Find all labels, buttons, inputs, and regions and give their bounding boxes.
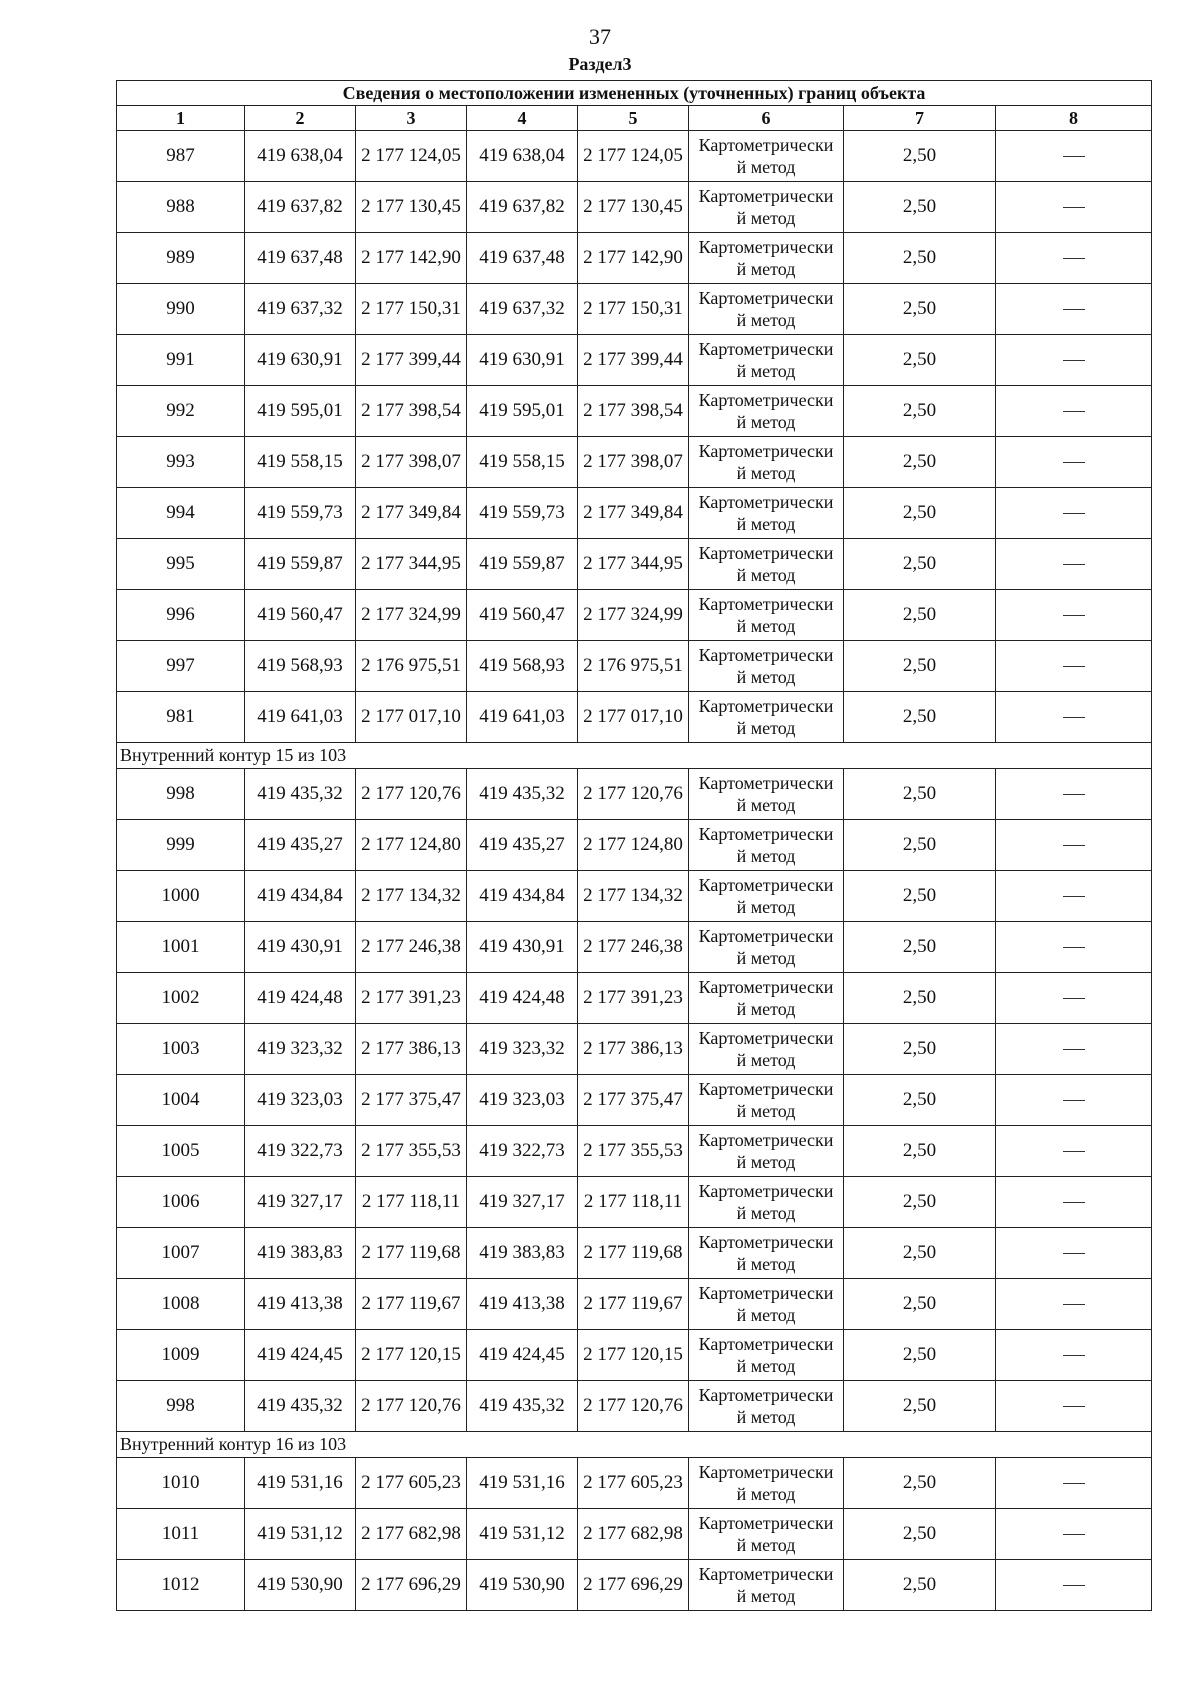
x-new-cell: 419 435,32 bbox=[467, 1381, 578, 1432]
x-old-cell: 419 559,73 bbox=[245, 488, 356, 539]
y-new-cell: 2 177 324,99 bbox=[578, 590, 689, 641]
x-old-cell: 419 568,93 bbox=[245, 641, 356, 692]
table-row bbox=[117, 131, 1152, 182]
point-number-cell: 1006 bbox=[117, 1177, 245, 1228]
dash-mark bbox=[1063, 666, 1085, 667]
y-old-cell: 2 177 386,13 bbox=[356, 1024, 467, 1075]
x-old-cell: 419 637,32 bbox=[245, 284, 356, 335]
x-old-cell: 419 531,12 bbox=[245, 1509, 356, 1560]
description-cell bbox=[996, 233, 1152, 284]
x-old-cell: 419 323,03 bbox=[245, 1075, 356, 1126]
y-old-cell: 2 177 017,10 bbox=[356, 692, 467, 743]
y-old-cell: 2 177 355,53 bbox=[356, 1126, 467, 1177]
method-cell: Картометрически й метод bbox=[689, 590, 844, 641]
accuracy-cell: 2,50 bbox=[844, 1509, 996, 1560]
point-number-cell: 1004 bbox=[117, 1075, 245, 1126]
description-cell bbox=[996, 769, 1152, 820]
y-new-cell: 2 177 124,05 bbox=[578, 131, 689, 182]
method-cell: Картометрически й метод bbox=[689, 1381, 844, 1432]
y-new-cell: 2 177 119,67 bbox=[578, 1279, 689, 1330]
method-cell: Картометрически й метод bbox=[689, 769, 844, 820]
point-number-cell: 994 bbox=[117, 488, 245, 539]
table-row bbox=[117, 1279, 1152, 1330]
x-new-cell: 419 430,91 bbox=[467, 922, 578, 973]
description-cell bbox=[996, 539, 1152, 590]
table-row bbox=[117, 1509, 1152, 1560]
method-cell: Картометрически й метод bbox=[689, 1024, 844, 1075]
method-cell: Картометрически й метод bbox=[689, 1458, 844, 1509]
y-old-cell: 2 177 119,67 bbox=[356, 1279, 467, 1330]
y-new-cell: 2 177 355,53 bbox=[578, 1126, 689, 1177]
description-cell bbox=[996, 182, 1152, 233]
method-cell: Картометрически й метод bbox=[689, 973, 844, 1024]
x-old-cell: 419 558,15 bbox=[245, 437, 356, 488]
point-number-cell: 992 bbox=[117, 386, 245, 437]
description-cell bbox=[996, 1024, 1152, 1075]
y-new-cell: 2 177 120,76 bbox=[578, 769, 689, 820]
method-cell: Картометрически й метод bbox=[689, 539, 844, 590]
point-number-cell: 1011 bbox=[117, 1509, 245, 1560]
description-cell bbox=[996, 590, 1152, 641]
table-row bbox=[117, 233, 1152, 284]
x-new-cell: 419 558,15 bbox=[467, 437, 578, 488]
dash-mark bbox=[1063, 1253, 1085, 1254]
y-new-cell: 2 177 344,95 bbox=[578, 539, 689, 590]
x-old-cell: 419 383,83 bbox=[245, 1228, 356, 1279]
dash-mark bbox=[1063, 309, 1085, 310]
accuracy-cell: 2,50 bbox=[844, 769, 996, 820]
x-old-cell: 419 327,17 bbox=[245, 1177, 356, 1228]
y-new-cell: 2 177 375,47 bbox=[578, 1075, 689, 1126]
point-number-cell: 1012 bbox=[117, 1560, 245, 1611]
y-old-cell: 2 177 398,07 bbox=[356, 437, 467, 488]
dash-mark bbox=[1063, 1049, 1085, 1050]
dash-mark bbox=[1063, 794, 1085, 795]
accuracy-cell: 2,50 bbox=[844, 284, 996, 335]
method-cell: Картометрически й метод bbox=[689, 233, 844, 284]
x-new-cell: 419 637,32 bbox=[467, 284, 578, 335]
column-number: 2 bbox=[245, 106, 356, 131]
y-old-cell: 2 177 391,23 bbox=[356, 973, 467, 1024]
x-old-cell: 419 637,48 bbox=[245, 233, 356, 284]
y-new-cell: 2 177 391,23 bbox=[578, 973, 689, 1024]
table-row bbox=[117, 437, 1152, 488]
point-number-cell: 996 bbox=[117, 590, 245, 641]
description-cell bbox=[996, 1075, 1152, 1126]
y-new-cell: 2 177 118,11 bbox=[578, 1177, 689, 1228]
point-number-cell: 1005 bbox=[117, 1126, 245, 1177]
y-old-cell: 2 177 120,76 bbox=[356, 1381, 467, 1432]
method-cell: Картометрически й метод bbox=[689, 1126, 844, 1177]
accuracy-cell: 2,50 bbox=[844, 437, 996, 488]
method-cell: Картометрически й метод bbox=[689, 1228, 844, 1279]
y-new-cell: 2 177 120,76 bbox=[578, 1381, 689, 1432]
x-old-cell: 419 559,87 bbox=[245, 539, 356, 590]
contour-header-row bbox=[117, 743, 1152, 769]
description-cell bbox=[996, 820, 1152, 871]
accuracy-cell: 2,50 bbox=[844, 386, 996, 437]
x-new-cell: 419 435,27 bbox=[467, 820, 578, 871]
x-new-cell: 419 641,03 bbox=[467, 692, 578, 743]
x-new-cell: 419 568,93 bbox=[467, 641, 578, 692]
column-number: 8 bbox=[996, 106, 1152, 131]
point-number-cell: 981 bbox=[117, 692, 245, 743]
point-number-cell: 998 bbox=[117, 769, 245, 820]
method-cell: Картометрически й метод bbox=[689, 1509, 844, 1560]
x-new-cell: 419 424,45 bbox=[467, 1330, 578, 1381]
dash-mark bbox=[1063, 615, 1085, 616]
y-new-cell: 2 177 017,10 bbox=[578, 692, 689, 743]
x-old-cell: 419 630,91 bbox=[245, 335, 356, 386]
x-old-cell: 419 531,16 bbox=[245, 1458, 356, 1509]
x-new-cell: 419 322,73 bbox=[467, 1126, 578, 1177]
contour-header-row bbox=[117, 1432, 1152, 1458]
method-cell: Картометрически й метод bbox=[689, 131, 844, 182]
table-row bbox=[117, 1228, 1152, 1279]
x-new-cell: 419 531,16 bbox=[467, 1458, 578, 1509]
description-cell bbox=[996, 922, 1152, 973]
point-number-cell: 990 bbox=[117, 284, 245, 335]
x-old-cell: 419 424,48 bbox=[245, 973, 356, 1024]
y-new-cell: 2 177 134,32 bbox=[578, 871, 689, 922]
accuracy-cell: 2,50 bbox=[844, 973, 996, 1024]
y-new-cell: 2 177 142,90 bbox=[578, 233, 689, 284]
table-row bbox=[117, 973, 1152, 1024]
accuracy-cell: 2,50 bbox=[844, 335, 996, 386]
y-new-cell: 2 177 120,15 bbox=[578, 1330, 689, 1381]
method-cell: Картометрически й метод bbox=[689, 641, 844, 692]
y-old-cell: 2 177 398,54 bbox=[356, 386, 467, 437]
table-row bbox=[117, 539, 1152, 590]
accuracy-cell: 2,50 bbox=[844, 1279, 996, 1330]
accuracy-cell: 2,50 bbox=[844, 1381, 996, 1432]
x-old-cell: 419 430,91 bbox=[245, 922, 356, 973]
y-old-cell: 2 177 324,99 bbox=[356, 590, 467, 641]
x-new-cell: 419 530,90 bbox=[467, 1560, 578, 1611]
dash-mark bbox=[1063, 564, 1085, 565]
table-row bbox=[117, 871, 1152, 922]
table-row bbox=[117, 922, 1152, 973]
y-old-cell: 2 177 349,84 bbox=[356, 488, 467, 539]
description-cell bbox=[996, 1509, 1152, 1560]
method-cell: Картометрически й метод bbox=[689, 922, 844, 973]
dash-mark bbox=[1063, 1202, 1085, 1203]
method-cell: Картометрически й метод bbox=[689, 488, 844, 539]
method-cell: Картометрически й метод bbox=[689, 1279, 844, 1330]
y-old-cell: 2 177 134,32 bbox=[356, 871, 467, 922]
table-row bbox=[117, 1177, 1152, 1228]
description-cell bbox=[996, 973, 1152, 1024]
accuracy-cell: 2,50 bbox=[844, 922, 996, 973]
table-row bbox=[117, 641, 1152, 692]
dash-mark bbox=[1063, 1304, 1085, 1305]
point-number-cell: 1000 bbox=[117, 871, 245, 922]
column-number: 1 bbox=[117, 106, 245, 131]
column-number: 6 bbox=[689, 106, 844, 131]
y-old-cell: 2 177 124,05 bbox=[356, 131, 467, 182]
accuracy-cell: 2,50 bbox=[844, 1126, 996, 1177]
column-number: 3 bbox=[356, 106, 467, 131]
point-number-cell: 989 bbox=[117, 233, 245, 284]
point-number-cell: 998 bbox=[117, 1381, 245, 1432]
x-old-cell: 419 434,84 bbox=[245, 871, 356, 922]
method-cell: Картометрически й метод bbox=[689, 335, 844, 386]
accuracy-cell: 2,50 bbox=[844, 1075, 996, 1126]
y-old-cell: 2 177 130,45 bbox=[356, 182, 467, 233]
y-new-cell: 2 177 349,84 bbox=[578, 488, 689, 539]
method-cell: Картометрически й метод bbox=[689, 820, 844, 871]
accuracy-cell: 2,50 bbox=[844, 1330, 996, 1381]
x-old-cell: 419 560,47 bbox=[245, 590, 356, 641]
y-old-cell: 2 177 150,31 bbox=[356, 284, 467, 335]
description-cell bbox=[996, 641, 1152, 692]
y-new-cell: 2 177 150,31 bbox=[578, 284, 689, 335]
x-new-cell: 419 383,83 bbox=[467, 1228, 578, 1279]
y-old-cell: 2 177 375,47 bbox=[356, 1075, 467, 1126]
y-new-cell: 2 177 386,13 bbox=[578, 1024, 689, 1075]
x-new-cell: 419 638,04 bbox=[467, 131, 578, 182]
point-number-cell: 991 bbox=[117, 335, 245, 386]
x-old-cell: 419 424,45 bbox=[245, 1330, 356, 1381]
table-row bbox=[117, 590, 1152, 641]
section-title: Раздел3 bbox=[568, 54, 632, 74]
point-number-cell: 1009 bbox=[117, 1330, 245, 1381]
accuracy-cell: 2,50 bbox=[844, 1024, 996, 1075]
dash-mark bbox=[1063, 1406, 1085, 1407]
y-new-cell: 2 177 398,07 bbox=[578, 437, 689, 488]
dash-mark bbox=[1063, 258, 1085, 259]
x-new-cell: 419 327,17 bbox=[467, 1177, 578, 1228]
description-cell bbox=[996, 335, 1152, 386]
point-number-cell: 987 bbox=[117, 131, 245, 182]
x-old-cell: 419 530,90 bbox=[245, 1560, 356, 1611]
point-number-cell: 1003 bbox=[117, 1024, 245, 1075]
x-old-cell: 419 322,73 bbox=[245, 1126, 356, 1177]
x-old-cell: 419 638,04 bbox=[245, 131, 356, 182]
dash-mark bbox=[1063, 717, 1085, 718]
point-number-cell: 1010 bbox=[117, 1458, 245, 1509]
dash-mark bbox=[1063, 845, 1085, 846]
table-row bbox=[117, 1330, 1152, 1381]
x-old-cell: 419 595,01 bbox=[245, 386, 356, 437]
method-cell: Картометрически й метод bbox=[689, 692, 844, 743]
dash-mark bbox=[1063, 896, 1085, 897]
table-row bbox=[117, 1381, 1152, 1432]
description-cell bbox=[996, 1330, 1152, 1381]
y-old-cell: 2 177 118,11 bbox=[356, 1177, 467, 1228]
table-row bbox=[117, 182, 1152, 233]
x-old-cell: 419 435,32 bbox=[245, 769, 356, 820]
point-number-cell: 1002 bbox=[117, 973, 245, 1024]
point-number-cell: 1001 bbox=[117, 922, 245, 973]
description-cell bbox=[996, 1560, 1152, 1611]
accuracy-cell: 2,50 bbox=[844, 1228, 996, 1279]
description-cell bbox=[996, 386, 1152, 437]
method-cell: Картометрически й метод bbox=[689, 284, 844, 335]
y-new-cell: 2 176 975,51 bbox=[578, 641, 689, 692]
accuracy-cell: 2,50 bbox=[844, 539, 996, 590]
x-new-cell: 419 434,84 bbox=[467, 871, 578, 922]
accuracy-cell: 2,50 bbox=[844, 182, 996, 233]
y-old-cell: 2 177 344,95 bbox=[356, 539, 467, 590]
point-number-cell: 999 bbox=[117, 820, 245, 871]
y-old-cell: 2 177 682,98 bbox=[356, 1509, 467, 1560]
accuracy-cell: 2,50 bbox=[844, 590, 996, 641]
method-cell: Картометрически й метод bbox=[689, 1560, 844, 1611]
x-old-cell: 419 413,38 bbox=[245, 1279, 356, 1330]
x-new-cell: 419 435,32 bbox=[467, 769, 578, 820]
y-new-cell: 2 177 605,23 bbox=[578, 1458, 689, 1509]
table-row bbox=[117, 1560, 1152, 1611]
description-cell bbox=[996, 1458, 1152, 1509]
x-new-cell: 419 630,91 bbox=[467, 335, 578, 386]
x-old-cell: 419 435,32 bbox=[245, 1381, 356, 1432]
dash-mark bbox=[1063, 1483, 1085, 1484]
x-new-cell: 419 323,03 bbox=[467, 1075, 578, 1126]
description-cell bbox=[996, 488, 1152, 539]
description-cell bbox=[996, 131, 1152, 182]
y-new-cell: 2 177 682,98 bbox=[578, 1509, 689, 1560]
accuracy-cell: 2,50 bbox=[844, 131, 996, 182]
description-cell bbox=[996, 1381, 1152, 1432]
method-cell: Картометрически й метод bbox=[689, 182, 844, 233]
description-cell bbox=[996, 1228, 1152, 1279]
table-row bbox=[117, 488, 1152, 539]
table-caption: Сведения о местоположении измененных (уточненных) границ объекта bbox=[117, 81, 1152, 106]
column-number: 5 bbox=[578, 106, 689, 131]
description-cell bbox=[996, 871, 1152, 922]
page-number: 37 bbox=[589, 24, 611, 49]
point-number-cell: 995 bbox=[117, 539, 245, 590]
y-new-cell: 2 177 130,45 bbox=[578, 182, 689, 233]
y-old-cell: 2 177 120,15 bbox=[356, 1330, 467, 1381]
y-old-cell: 2 177 142,90 bbox=[356, 233, 467, 284]
accuracy-cell: 2,50 bbox=[844, 1458, 996, 1509]
table-row bbox=[117, 1075, 1152, 1126]
y-old-cell: 2 177 119,68 bbox=[356, 1228, 467, 1279]
x-new-cell: 419 560,47 bbox=[467, 590, 578, 641]
dash-mark bbox=[1063, 360, 1085, 361]
y-old-cell: 2 177 605,23 bbox=[356, 1458, 467, 1509]
x-old-cell: 419 641,03 bbox=[245, 692, 356, 743]
y-new-cell: 2 177 246,38 bbox=[578, 922, 689, 973]
accuracy-cell: 2,50 bbox=[844, 820, 996, 871]
point-number-cell: 1007 bbox=[117, 1228, 245, 1279]
description-cell bbox=[996, 692, 1152, 743]
x-new-cell: 419 323,32 bbox=[467, 1024, 578, 1075]
point-number-cell: 1008 bbox=[117, 1279, 245, 1330]
description-cell bbox=[996, 1279, 1152, 1330]
y-new-cell: 2 177 398,54 bbox=[578, 386, 689, 437]
y-new-cell: 2 177 696,29 bbox=[578, 1560, 689, 1611]
method-cell: Картометрически й метод bbox=[689, 1075, 844, 1126]
accuracy-cell: 2,50 bbox=[844, 488, 996, 539]
dash-mark bbox=[1063, 1100, 1085, 1101]
x-old-cell: 419 637,82 bbox=[245, 182, 356, 233]
x-new-cell: 419 424,48 bbox=[467, 973, 578, 1024]
accuracy-cell: 2,50 bbox=[844, 692, 996, 743]
y-old-cell: 2 177 124,80 bbox=[356, 820, 467, 871]
dash-mark bbox=[1063, 947, 1085, 948]
dash-mark bbox=[1063, 1585, 1085, 1586]
method-cell: Картометрически й метод bbox=[689, 1177, 844, 1228]
x-new-cell: 419 559,73 bbox=[467, 488, 578, 539]
table-row bbox=[117, 1126, 1152, 1177]
accuracy-cell: 2,50 bbox=[844, 641, 996, 692]
accuracy-cell: 2,50 bbox=[844, 233, 996, 284]
column-number: 4 bbox=[467, 106, 578, 131]
method-cell: Картометрически й метод bbox=[689, 437, 844, 488]
dash-mark bbox=[1063, 411, 1085, 412]
table-row bbox=[117, 820, 1152, 871]
dash-mark bbox=[1063, 207, 1085, 208]
point-number-cell: 993 bbox=[117, 437, 245, 488]
contour-label: Внутренний контур 15 из 103 bbox=[117, 743, 1152, 769]
dash-mark bbox=[1063, 1151, 1085, 1152]
description-cell bbox=[996, 284, 1152, 335]
dash-mark bbox=[1063, 462, 1085, 463]
table-row bbox=[117, 386, 1152, 437]
accuracy-cell: 2,50 bbox=[844, 871, 996, 922]
x-old-cell: 419 323,32 bbox=[245, 1024, 356, 1075]
description-cell bbox=[996, 1177, 1152, 1228]
y-old-cell: 2 177 696,29 bbox=[356, 1560, 467, 1611]
method-cell: Картометрически й метод bbox=[689, 386, 844, 437]
dash-mark bbox=[1063, 513, 1085, 514]
x-new-cell: 419 531,12 bbox=[467, 1509, 578, 1560]
table-row bbox=[117, 1024, 1152, 1075]
y-new-cell: 2 177 399,44 bbox=[578, 335, 689, 386]
x-new-cell: 419 559,87 bbox=[467, 539, 578, 590]
column-number: 7 bbox=[844, 106, 996, 131]
x-new-cell: 419 413,38 bbox=[467, 1279, 578, 1330]
dash-mark bbox=[1063, 998, 1085, 999]
method-cell: Картометрически й метод bbox=[689, 1330, 844, 1381]
boundary-table bbox=[116, 80, 1152, 1611]
y-old-cell: 2 177 120,76 bbox=[356, 769, 467, 820]
x-new-cell: 419 595,01 bbox=[467, 386, 578, 437]
y-old-cell: 2 177 399,44 bbox=[356, 335, 467, 386]
dash-mark bbox=[1063, 1534, 1085, 1535]
accuracy-cell: 2,50 bbox=[844, 1177, 996, 1228]
table-row bbox=[117, 335, 1152, 386]
y-old-cell: 2 176 975,51 bbox=[356, 641, 467, 692]
point-number-cell: 997 bbox=[117, 641, 245, 692]
table-row bbox=[117, 692, 1152, 743]
accuracy-cell: 2,50 bbox=[844, 1560, 996, 1611]
x-new-cell: 419 637,48 bbox=[467, 233, 578, 284]
dash-mark bbox=[1063, 156, 1085, 157]
contour-label: Внутренний контур 16 из 103 bbox=[117, 1432, 1152, 1458]
y-new-cell: 2 177 119,68 bbox=[578, 1228, 689, 1279]
description-cell bbox=[996, 437, 1152, 488]
y-new-cell: 2 177 124,80 bbox=[578, 820, 689, 871]
point-number-cell: 988 bbox=[117, 182, 245, 233]
x-old-cell: 419 435,27 bbox=[245, 820, 356, 871]
method-cell: Картометрически й метод bbox=[689, 871, 844, 922]
x-new-cell: 419 637,82 bbox=[467, 182, 578, 233]
y-old-cell: 2 177 246,38 bbox=[356, 922, 467, 973]
description-cell bbox=[996, 1126, 1152, 1177]
table-row bbox=[117, 1458, 1152, 1509]
dash-mark bbox=[1063, 1355, 1085, 1356]
table-row bbox=[117, 284, 1152, 335]
table-row bbox=[117, 769, 1152, 820]
